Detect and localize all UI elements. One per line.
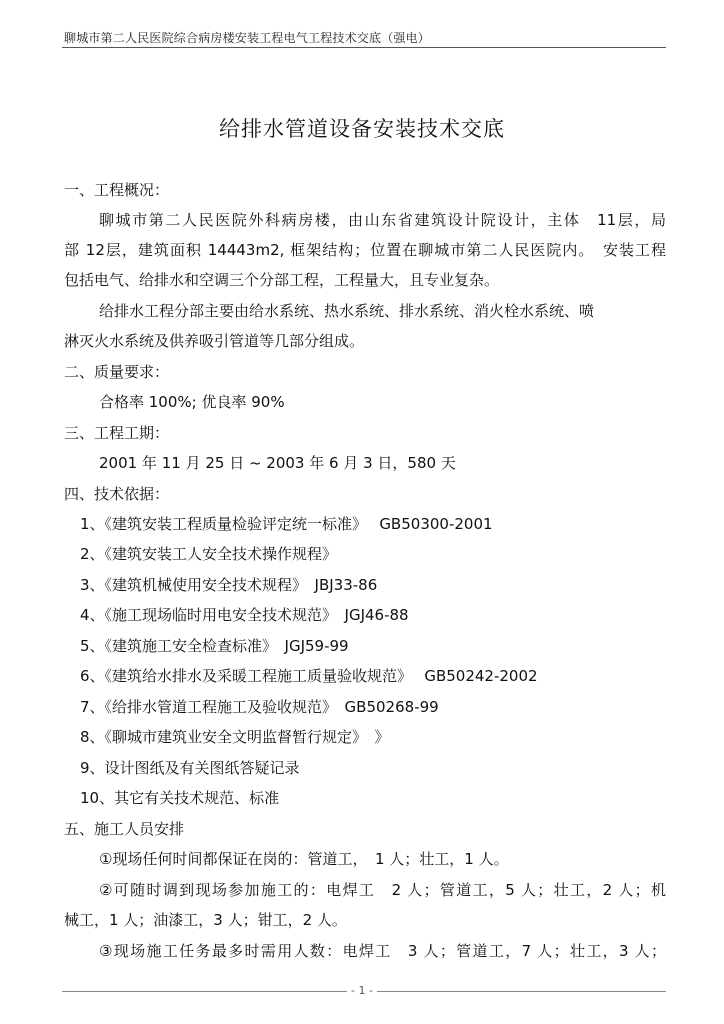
staffing-line: 械工，1 人；油漆工，3 人；钳工，2 人。 [64,911,347,929]
staffing-line: ②可随时调到现场参加施工的：电焊工 2 人；管道工，5 人；壮工，2 人；机 [99,881,666,899]
section-heading-quality: 二、质量要求： [64,363,170,381]
header-divider [62,47,666,48]
basis-item: 9、设计图纸及有关图纸答疑记录 [80,759,300,777]
basis-item: 2、《建筑安装工人安全技术操作规程》 [80,545,338,563]
page-number-text: - 1 - [347,984,377,997]
section-heading-schedule: 三、工程工期： [64,424,170,442]
basis-item: 6、《建筑给水排水及采暖工程施工质量验收规范》 GB50242-2002 [80,667,538,685]
section-heading-overview: 一、工程概况： [64,181,170,199]
overview-paragraph-line: 包括电气、给排水和空调三个分部工程，工程量大，且专业复杂。 [64,271,500,289]
staffing-line: ①现场任何时间都保证在岗的：管道工， 1 人；壮工，1 人。 [99,850,509,868]
overview-paragraph-line: 部 12层，建筑面积 14443m2, 框架结构；位置在聊城市第二人民医院内。 安装工程 [64,241,666,259]
overview-paragraph-line: 给排水工程分部主要由给水系统、热水系统、排水系统、消火栓水系统、喷 [99,302,595,320]
basis-item: 1、《建筑安装工程质量检验评定统一标准》 GB50300-2001 [80,515,493,533]
basis-item: 3、《建筑机械使用安全技术规程》 JBJ33-86 [80,576,378,594]
overview-paragraph-line: 淋灭火水系统及供养吸引管道等几部分组成。 [64,332,365,350]
running-header: 聊城市第二人民医院综合病房楼安装工程电气工程技术交底（强电） [64,31,431,45]
basis-item: 4、《施工现场临时用电安全技术规范》 JGJ46-88 [80,606,409,624]
overview-paragraph-line: 聊城市第二人民医院外科病房楼，由山东省建筑设计院设计，主体 11层，局 [99,211,666,229]
page-number [0,984,724,997]
quality-text: 合格率 100%; 优良率 90% [99,393,285,411]
schedule-text: 2001 年 11 月 25 日 ~ 2003 年 6 月 3 日，580 天 [99,454,456,472]
basis-item: 10、其它有关技术规范、标准 [80,789,280,807]
basis-item: 7、《给排水管道工程施工及验收规范》 GB50268-99 [80,698,439,716]
section-heading-staffing: 五、施工人员安排 [64,820,185,838]
staffing-line: ③现场施工任务最多时需用人数：电焊工 3 人；管道工，7 人；壮工，3 人； [99,942,666,960]
basis-item: 8、《聊城市建筑业安全文明监督暂行规定》 》 [80,728,390,746]
section-heading-basis: 四、技术依据： [64,485,170,503]
document-title: 给排水管道设备安装技术交底 [219,117,505,141]
basis-item: 5、《建筑施工安全检查标准》 JGJ59-99 [80,637,349,655]
